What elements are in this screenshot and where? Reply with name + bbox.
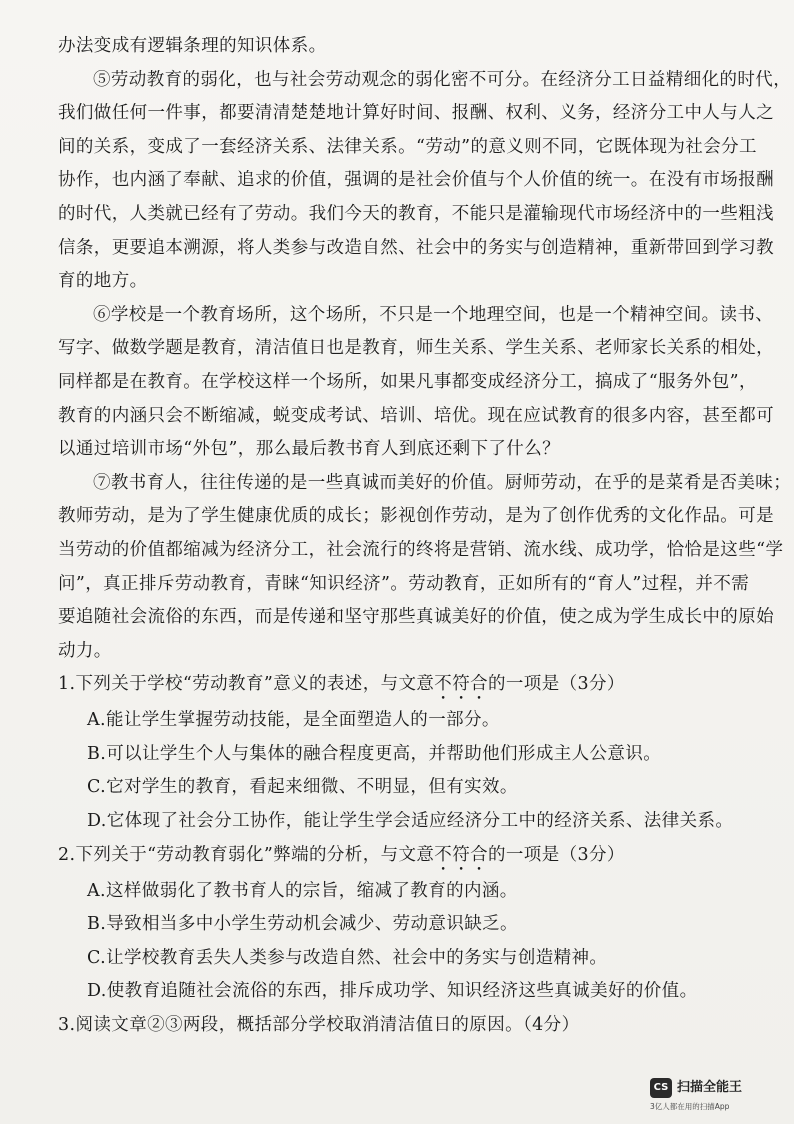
passage-line: ⑤劳动教育的弱化，也与社会劳动观念的弱化密不可分。在经济分工日益精细化的时代， [93,69,792,90]
paragraph-7 [58,467,792,669]
question-title [58,668,774,704]
camscanner-logo-icon: CS [650,1078,672,1098]
question-1 [58,668,774,838]
passage-line: 我们做任何一件事，都要清清楚楚地计算好时间、报酬、权利、义务，经济分工中人与人之 [58,103,774,124]
passage-line: 协作，也内涵了奉献、追求的价值，强调的是社会价值与个人价值的统一。在没有市场报酬 [58,170,774,191]
option-a: A.能让学生掌握劳动技能，是全面塑造人的一部分。 [87,710,500,731]
passage-line: 办法变成有逻辑条理的知识体系。 [58,36,327,56]
emphasized-text: 不符合 [434,844,488,865]
question-text: 的一项是（3分） [488,674,625,695]
option-b: B.导致相当多中小学生劳动机会减少、劳动意识缺乏。 [87,914,518,935]
option-c: C.它对学生的教育，看起来细微、不明显，但有实效。 [87,777,518,798]
emphasized-text: 不符合 [434,674,488,695]
passage-line: 要追随社会流俗的东西，而是传递和坚守那些真诚美好的价值，使之成为学生成长中的原始 [58,607,774,628]
question-3 [58,1009,774,1043]
passage-line: 间的关系，变成了一套经济关系、法律关系。“劳动”的意义则不同，它既体现为社会分工 [58,136,757,157]
passage-line: 写字、做数学题是教育，清洁值日也是教育，师生关系、学生关系、老师家长关系的相处， [58,338,774,359]
question-2 [58,839,774,1009]
passage-line: ⑥学校是一个教育场所，这个场所，不只是一个地理空间，也是一个精神空间。读书、 [93,304,774,325]
watermark-name: 扫描全能王 [677,1080,743,1095]
passage-line: 同样都是在教育。在学校这样一个场所，如果凡事都变成经济分工，搞成了“服务外包”， [58,371,757,392]
question-text: 1.下列关于学校“劳动教育”意义的表述，与文意 [58,674,435,695]
option-d: D.它体现了社会分工协作，能让学生学会适应经济分工中的经济关系、法律关系。 [87,811,734,832]
scanner-watermark [650,1076,780,1114]
passage-line: 问”，真正排斥劳动教育，青睐“知识经济”。劳动教育，正如所有的“育人”过程，并不需 [58,573,750,594]
passage-line: 教师劳动，是为了学生健康优质的成长；影视创作劳动，是为了创作优秀的文化作品。可是 [58,506,774,527]
passage-line: 当劳动的价值都缩减为经济分工，社会流行的终将是营销、流水线、成功学，恰恰是这些“学 [58,539,784,560]
paragraph-5 [58,64,792,299]
passage-line: 以通过培训市场“外包”，那么最后教书育人到底还剩下了什么？ [58,439,560,460]
passage-line: 教育的内涵只会不断缩减，蜕变成考试、培训、培优。现在应试教育的很多内容，甚至都可 [58,405,774,426]
paragraph-6 [58,299,774,467]
option-a: A.这样做弱化了教书育人的宗旨，缩减了教育的内涵。 [87,880,518,901]
passage-line: ⑦教书育人，往往传递的是一些真诚而美好的价值。厨师劳动，在乎的是菜肴是否美味； [93,472,792,493]
passage-line: 的时代，人类就已经有了劳动。我们今天的教育，不能只是灌输现代市场经济中的一些粗浅 [58,203,774,224]
exam-content [58,30,792,1043]
watermark-tagline: 3亿人都在用的扫描App [650,1102,730,1111]
question-text: 2.下列关于“劳动教育弱化”弊端的分析，与文意 [58,844,435,865]
question-title [58,839,774,875]
option-d: D.使教育追随社会流俗的东西，排斥成功学、知识经济这些真诚美好的价值。 [87,981,698,1002]
passage-line: 育的地方。 [58,271,148,292]
question-title: 3.阅读文章②③两段，概括部分学校取消清洁值日的原因。（4分） [58,1015,580,1036]
passage-line: 信条，更要追本溯源，将人类参与改造自然、社会中的务实与创造精神，重新带回到学习教 [58,237,774,258]
question-text: 的一项是（3分） [488,844,625,865]
option-c: C.让学校教育丢失人类参与改造自然、社会中的务实与创造精神。 [87,947,608,968]
passage-line: 动力。 [58,640,112,661]
option-b: B.可以让学生个人与集体的融合程度更高，并帮助他们形成主人公意识。 [87,743,662,764]
